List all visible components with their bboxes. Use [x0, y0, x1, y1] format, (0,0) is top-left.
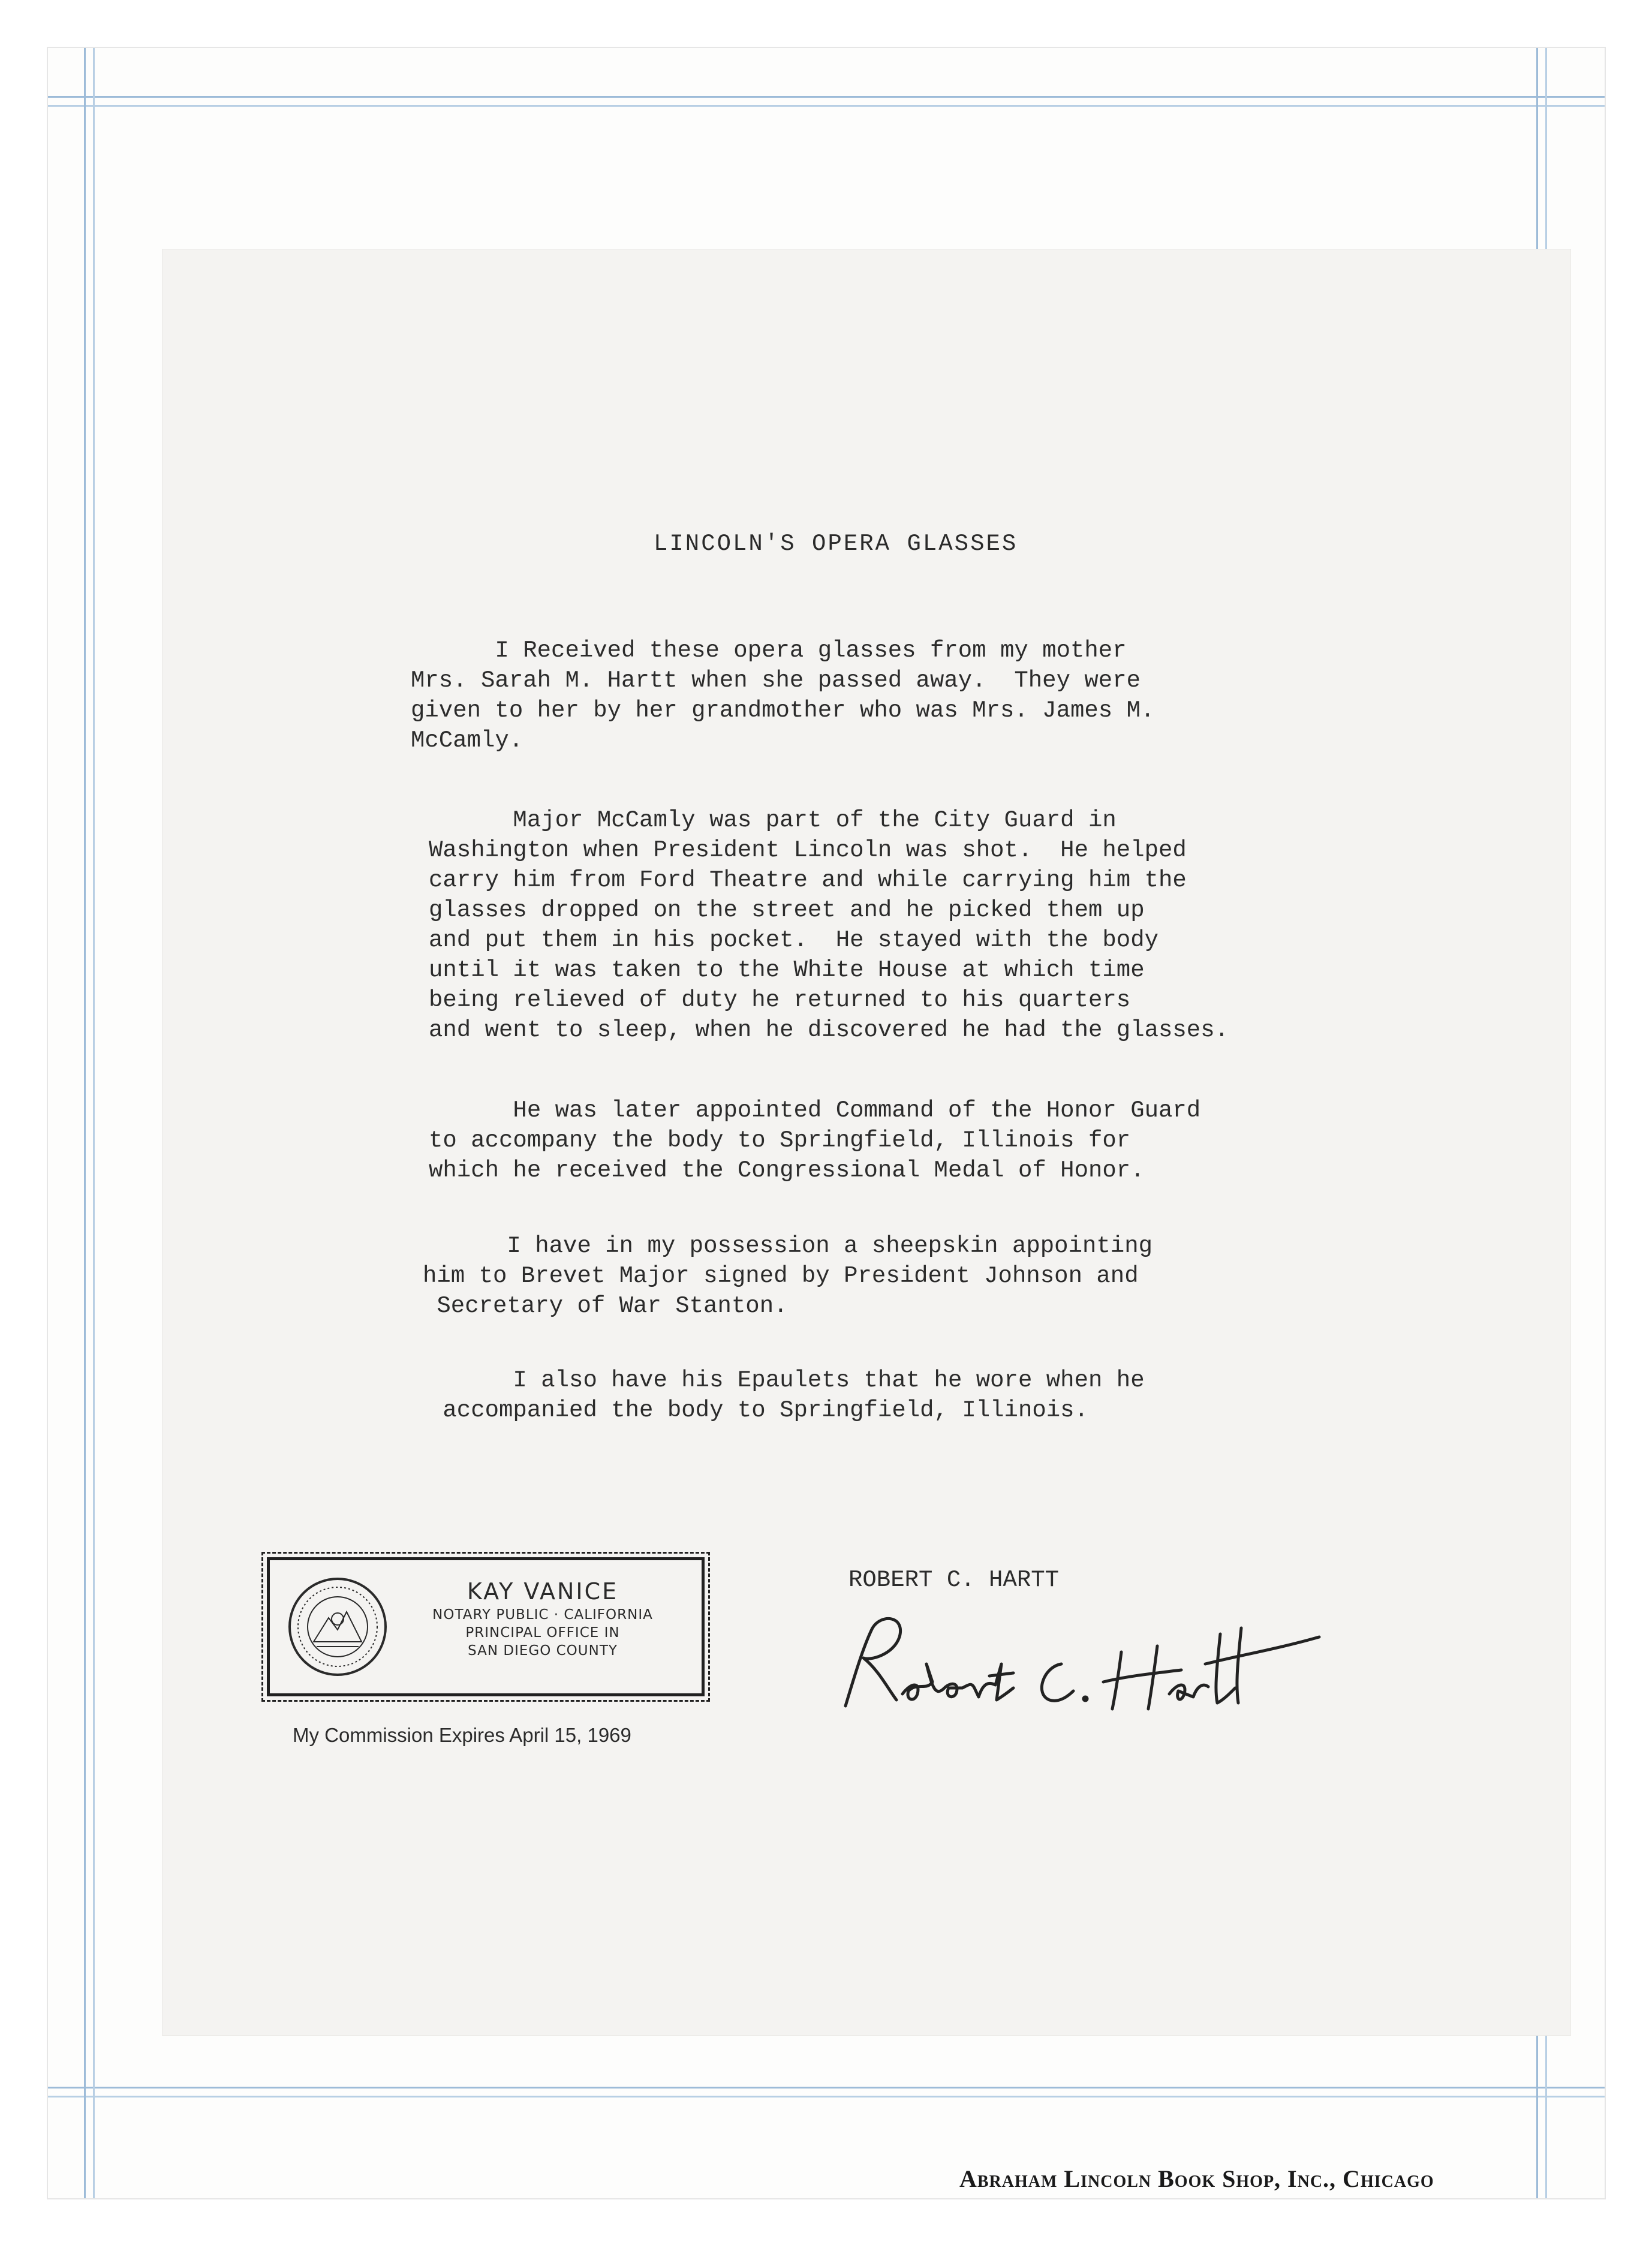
- state-seal-icon: [287, 1576, 389, 1678]
- signer-name: ROBERT C. HARTT: [848, 1567, 1060, 1593]
- notary-name: KAY VANICE: [467, 1578, 619, 1605]
- left-rule-secondary: [93, 48, 95, 2198]
- notary-stamp: [267, 1557, 705, 1696]
- paragraph-3: He was later appointed Command of the Honor Guard to accompany the body to Springfield, Illinois for which he received the Congressional Medal of Honor.: [429, 1097, 1201, 1184]
- notary-line-3: SAN DIEGO COUNTY: [468, 1643, 618, 1659]
- bottom-rule-secondary: [48, 2096, 1605, 2097]
- paragraph-1: I Received these opera glasses from my mother Mrs. Sarah M. Hartt when she passed away. They were given to her by her grandmother who was Mrs. James M. McCamly.: [411, 637, 1155, 754]
- handwritten-signature: [822, 1592, 1325, 1736]
- typed-letter: [162, 249, 1571, 2036]
- notary-commission: My Commission Expires April 15, 1969: [293, 1724, 631, 1746]
- letter-title: LINCOLN'S OPERA GLASSES: [654, 531, 1018, 557]
- notary-line-2: PRINCIPAL OFFICE IN: [465, 1625, 620, 1641]
- top-rule: [48, 96, 1605, 98]
- paragraph-5: I also have his Epaulets that he wore when he accompanied the body to Springfield, Illinois.: [443, 1367, 1145, 1424]
- paragraph-4: I have in my possession a sheepskin appointing him to Brevet Major signed by President Johnson and Secretary of War Stanton.: [423, 1233, 1153, 1319]
- top-rule-secondary: [48, 105, 1605, 107]
- notary-text: [399, 1577, 687, 1660]
- mount-sheet: [47, 47, 1606, 2199]
- paragraph-2: Major McCamly was part of the City Guard in Washington when President Lincoln was shot. He helped carry him from Ford Theatre and while carrying him the glasses dropped on the street and he picked them up and put them in his pocket. He stayed with the body until it was taken to the White House at which time being relieved of duty he returned to his quarters and went to sleep, when he discovered he had the glasses.: [429, 807, 1229, 1043]
- notary-line-1: NOTARY PUBLIC · CALIFORNIA: [432, 1607, 653, 1623]
- bottom-rule: [48, 2087, 1605, 2088]
- shop-credit: Abraham Lincoln Book Shop, Inc., Chicago: [959, 2165, 1434, 2192]
- left-rule: [84, 48, 86, 2198]
